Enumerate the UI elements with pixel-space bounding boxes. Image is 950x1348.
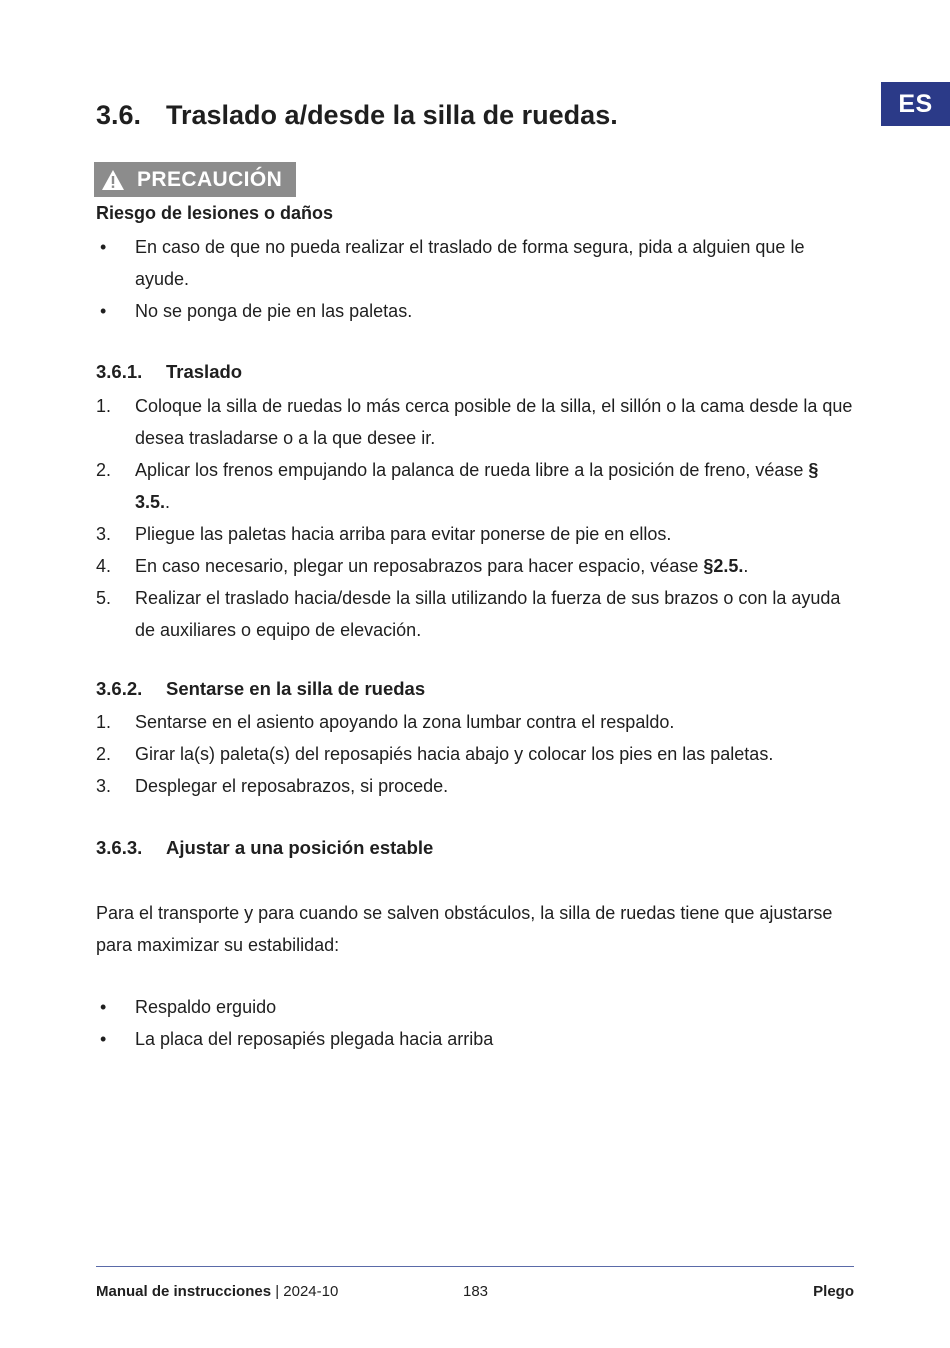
document-title: Manual de instrucciones [96, 1283, 272, 1300]
bullet: • [100, 997, 107, 1017]
list-item [96, 582, 856, 646]
subsection-number: 3.6.3. [96, 837, 143, 858]
footer-document-info [96, 1283, 338, 1300]
list-item [96, 706, 856, 738]
list-item [96, 518, 856, 550]
page-number: 183 [463, 1283, 489, 1300]
list-item [96, 390, 856, 454]
step-number: 2. [96, 744, 112, 764]
step-tail: . [165, 492, 171, 512]
step-number: 1. [96, 712, 112, 732]
step-number: 5. [96, 588, 112, 608]
sitting-steps [96, 706, 856, 802]
bullet: • [100, 1029, 107, 1049]
subsection-number: 3.6.2. [96, 678, 143, 699]
transfer-steps [96, 390, 856, 646]
step-text: Girar la(s) paleta(s) del reposapiés hacia abajo y colocar los pies en las paletas. [135, 744, 774, 764]
list-item [96, 454, 856, 518]
subsection-title: Sentarse en la silla de ruedas [166, 678, 426, 699]
stability-intro: Para el transporte y para cuando se salven obstáculos, la silla de ruedas tiene que ajustarse para maximizar su estabilidad: [96, 903, 833, 955]
footer-separator: | [271, 1283, 284, 1300]
step-text: En caso necesario, plegar un reposabrazos para hacer espacio, véase [135, 556, 704, 576]
list-item [96, 1023, 856, 1055]
stability-list [96, 991, 856, 1055]
subsection-number: 3.6.1. [96, 361, 143, 382]
list-item [96, 738, 856, 770]
list-item-text: En caso de que no pueda realizar el traslado de forma segura, pida a alguien que le ayude. [135, 237, 805, 289]
list-item [96, 991, 856, 1023]
section-title: Traslado a/desde la silla de ruedas. [166, 100, 618, 130]
language-tab: ES [881, 82, 950, 126]
bullet: • [100, 237, 107, 257]
step-text: Aplicar los frenos empujando la palanca de rueda libre a la posición de freno, véase [135, 460, 809, 480]
subsection-title: Traslado [166, 361, 243, 382]
list-item-text: La placa del reposapiés plegada hacia arriba [135, 1029, 494, 1049]
step-text: Realizar el traslado hacia/desde la silla utilizando la fuerza de sus brazos o con la ayuda de auxiliares o equipo de elevación. [135, 588, 841, 640]
step-text: Coloque la silla de ruedas lo más cerca posible de la silla, el sillón o la cama desde la que desea trasladarse o a la que desee ir. [135, 396, 853, 448]
step-number: 1. [96, 396, 112, 416]
subsection-title: Ajustar a una posición estable [166, 837, 434, 858]
caution-banner [94, 162, 296, 197]
list-item [96, 231, 856, 295]
subsection-heading [96, 678, 425, 700]
section-number: 3.6. [96, 100, 142, 130]
step-number: 4. [96, 556, 112, 576]
section-heading [96, 100, 618, 131]
step-text: Desplegar el reposabrazos, si procede. [135, 776, 449, 796]
risk-list [96, 231, 856, 327]
risk-title: Riesgo de lesiones o daños [96, 203, 334, 223]
subsection-heading [96, 361, 242, 383]
step-tail: . [743, 556, 749, 576]
warning-triangle-icon [101, 169, 125, 191]
product-name: Plego [813, 1283, 854, 1300]
caution-label: PRECAUCIÓN [137, 167, 283, 191]
list-item [96, 550, 856, 582]
step-number: 2. [96, 460, 112, 480]
list-item-text: No se ponga de pie en las paletas. [135, 301, 413, 321]
document-date: 2024-10 [283, 1283, 339, 1300]
section-reference: §2.5. [703, 556, 744, 576]
step-text: Sentarse en el asiento apoyando la zona lumbar contra el respaldo. [135, 712, 675, 732]
step-number: 3. [96, 776, 112, 796]
list-item-text: Respaldo erguido [135, 997, 277, 1017]
bullet: • [100, 301, 107, 321]
step-text: Pliegue las paletas hacia arriba para evitar ponerse de pie en ellos. [135, 524, 672, 544]
list-item [96, 295, 856, 327]
list-item [96, 770, 856, 802]
subsection-heading [96, 837, 433, 859]
step-number: 3. [96, 524, 112, 544]
section-reference: § 3.5. [135, 460, 819, 512]
footer-divider [96, 1266, 854, 1267]
